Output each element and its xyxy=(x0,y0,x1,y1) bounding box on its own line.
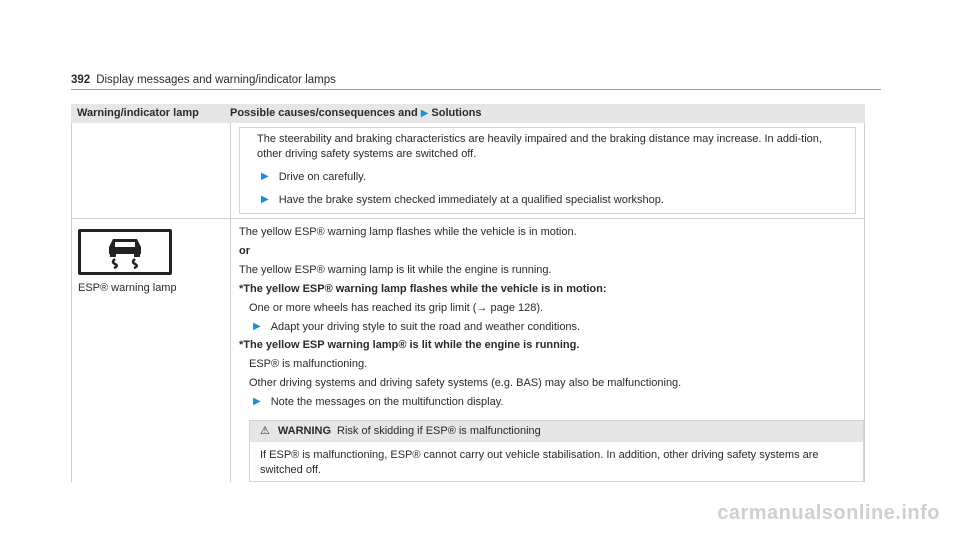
lamp-label: ESP® warning lamp xyxy=(78,282,177,295)
warning-body: If ESP® is malfunctioning, ESP® cannot carry out vehicle stabilisation. In addition, other driving safety systems are switched off. xyxy=(260,448,819,476)
step-text: Drive on carefully. xyxy=(278,170,366,183)
solution-step xyxy=(249,395,864,410)
row-lamp-cell xyxy=(72,123,231,218)
warning-lamp-table xyxy=(71,104,865,482)
play-arrow-icon: ▶ xyxy=(261,193,269,205)
solution-step xyxy=(257,170,847,185)
play-arrow-icon: ▶ xyxy=(261,170,269,182)
row-solution-cell xyxy=(231,123,864,218)
play-arrow-icon: ▶ xyxy=(253,320,261,332)
step-text: Have the brake system checked immediately at a qualified specialist workshop. xyxy=(278,193,664,206)
section-title: Display messages and warning/indicator lamps xyxy=(96,74,336,86)
column-header-causes-text: Possible causes/consequences and xyxy=(230,107,418,120)
warning-title: WARNING xyxy=(277,424,332,437)
column-header-solutions: Solutions xyxy=(431,107,482,120)
step-text: Adapt your driving style to suit the road and weather conditions. xyxy=(270,320,581,333)
table-header xyxy=(71,104,865,123)
watermark: carmanualsonline.info xyxy=(717,502,940,524)
case-title: *The yellow ESP warning lamp® is lit while the engine is running. xyxy=(239,339,580,352)
column-header-lamp: Warning/indicator lamp xyxy=(77,107,199,120)
solution-step xyxy=(249,320,864,335)
case-text: ESP® is malfunctioning. xyxy=(249,358,368,371)
table-row xyxy=(71,123,865,218)
row-solution-cell xyxy=(231,219,864,482)
row-lamp-cell xyxy=(72,219,231,482)
warning-subtitle: Risk of skidding if ESP® is malfunctioning xyxy=(337,424,541,437)
cause-line: The yellow ESP® warning lamp is lit while the engine is running. xyxy=(239,264,552,277)
case-text: One or more wheels has reached its grip limit (→ page 128). xyxy=(249,301,544,314)
play-arrow-icon: ▶ xyxy=(420,107,429,119)
page-header xyxy=(71,73,881,90)
esp-warning-icon xyxy=(78,229,172,275)
info-box xyxy=(239,127,856,214)
or-separator: or xyxy=(239,245,250,258)
page-number: 392 xyxy=(71,74,91,86)
cause-line: The yellow ESP® warning lamp flashes while the vehicle is in motion. xyxy=(239,226,577,239)
warning-header xyxy=(250,421,863,442)
play-arrow-icon: ▶ xyxy=(253,395,261,407)
column-header-causes xyxy=(230,106,865,121)
warning-box xyxy=(249,420,864,483)
info-text: The steerability and braking characteristics are heavily impaired and the braking distance may increase. In addi-tion, other driving safety systems are switched off. xyxy=(257,133,822,160)
step-text: Note the messages on the multifunction display. xyxy=(270,395,504,408)
table-row xyxy=(71,218,865,482)
solution-step xyxy=(257,193,847,208)
warning-triangle-icon: ⚠ xyxy=(260,424,270,437)
case-text: Other driving systems and driving safety systems (e.g. BAS) may also be malfunctioning. xyxy=(249,377,682,390)
case-title: *The yellow ESP® warning lamp flashes while the vehicle is in motion: xyxy=(239,282,607,295)
